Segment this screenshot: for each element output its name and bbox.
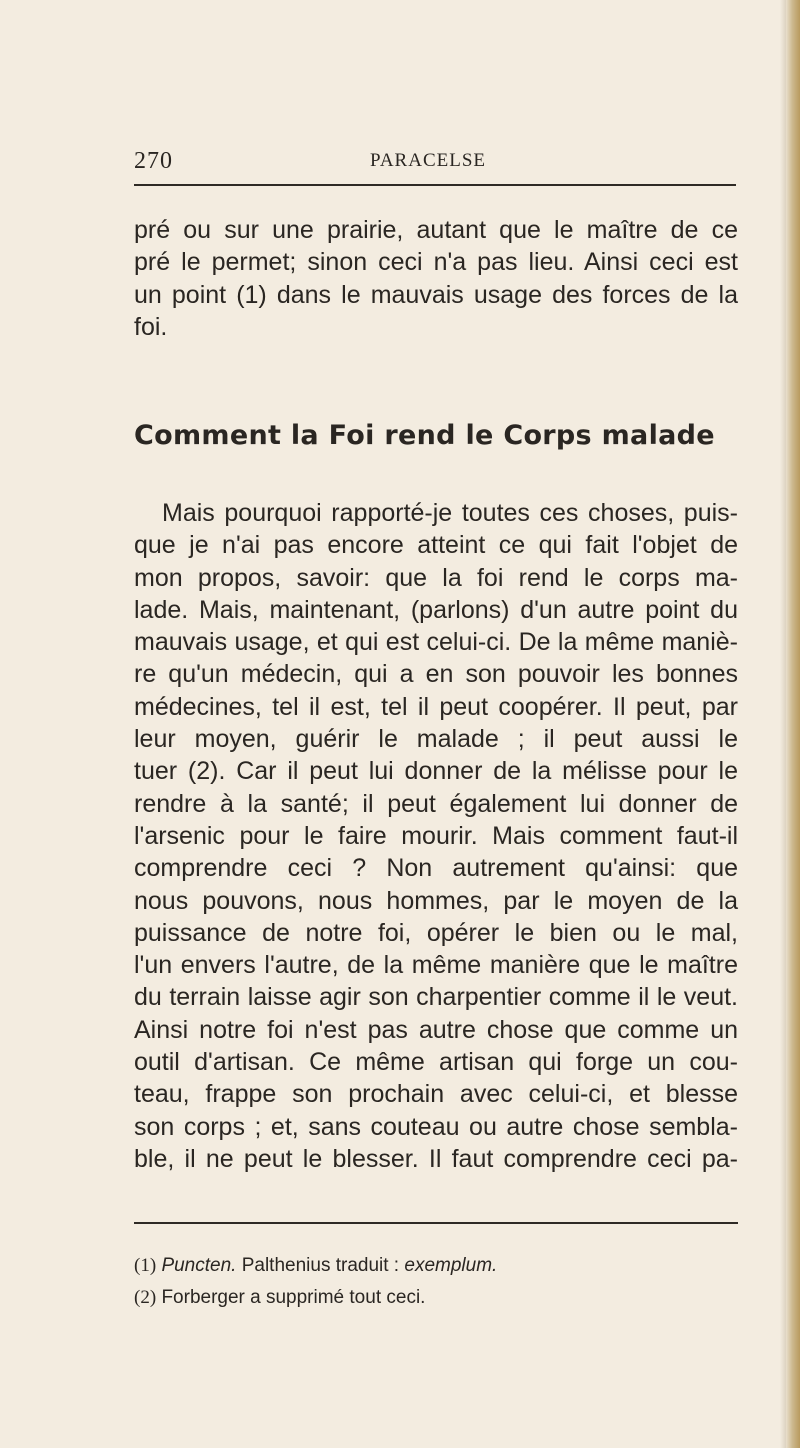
text-line: teau, frappe son prochain avec celui-ci, et blesse [134, 1080, 738, 1109]
footnote-rule [134, 1222, 738, 1224]
footnote-mark: (2) [134, 1287, 157, 1308]
footnote-term-end: exemplum. [404, 1255, 498, 1276]
text-line: ble, il ne peut le blesser. Il faut comprendre ceci pa- [134, 1144, 738, 1173]
footnote-mark: (1) [134, 1255, 157, 1276]
footnote-text: Palthenius traduit : [241, 1255, 400, 1276]
text-line: médecines, tel il est, tel il peut coopérer. Il peut, par [134, 692, 738, 721]
section-heading: Comment la Foi rend le Corps malade [134, 420, 715, 451]
text-line: pré ou sur une prairie, autant que le maître de ce [134, 216, 738, 244]
running-title: PARACELSE [370, 150, 486, 171]
text-line: son corps ; et, sans couteau ou autre chose sembla- [134, 1112, 738, 1141]
text-line: nous pouvons, nous hommes, par le moyen de la [134, 886, 738, 915]
footnote-1 [134, 1250, 738, 1282]
text-line: leur moyen, guérir le malade ; il peut aussi le [134, 725, 738, 754]
text-line: tuer (2). Car il peut lui donner de la mélisse pour le [134, 757, 738, 786]
text-line: que je n'ai pas encore atteint ce qui fait l'objet de [134, 531, 738, 560]
text-line: outil d'artisan. Ce même artisan qui forge un cou- [134, 1048, 738, 1077]
text-line: du terrain laisse agir son charpentier comme il le veut. [134, 983, 738, 1012]
text-line: l'arsenic pour le faire mourir. Mais comment faut-il [134, 821, 738, 850]
footnote-text: Forberger a supprimé tout ceci. [161, 1287, 426, 1308]
text-line: foi. [134, 312, 168, 341]
text-line: Mais pourquoi rapporté-je toutes ces choses, puis- [162, 499, 738, 527]
body-paragraph [134, 497, 738, 1175]
text-line: lade. Mais, maintenant, (parlons) d'un autre point du [134, 595, 738, 624]
footnote-2 [134, 1282, 738, 1314]
text-line: Ainsi notre foi n'est pas autre chose que comme un [134, 1015, 738, 1044]
text-line: pré le permet; sinon ceci n'a pas lieu. Ainsi ceci est [134, 248, 738, 277]
footnote-term: Puncten. [161, 1255, 237, 1276]
text-line: un point (1) dans le mauvais usage des forces de la [134, 280, 738, 309]
running-head [134, 148, 736, 176]
text-line: re qu'un médecin, qui a en son pouvoir les bonnes [134, 660, 738, 689]
text-line: mauvais usage, et qui est celui-ci. De la même maniè- [134, 628, 738, 657]
text-line: rendre à la santé; il peut également lui donner de [134, 789, 738, 818]
text-line: mon propos, savoir: que la foi rend le corps ma- [134, 563, 738, 592]
page-edge [786, 0, 800, 1448]
text-line: puissance de notre foi, opérer le bien ou le mal, [134, 918, 738, 947]
intro-paragraph [134, 214, 738, 343]
text-line: l'un envers l'autre, de la même manière que le maître [134, 951, 738, 980]
page-number: 270 [134, 148, 173, 174]
header-rule [134, 184, 736, 186]
footnotes [134, 1250, 738, 1314]
text-line: comprendre ceci ? Non autrement qu'ainsi: que [134, 854, 738, 883]
